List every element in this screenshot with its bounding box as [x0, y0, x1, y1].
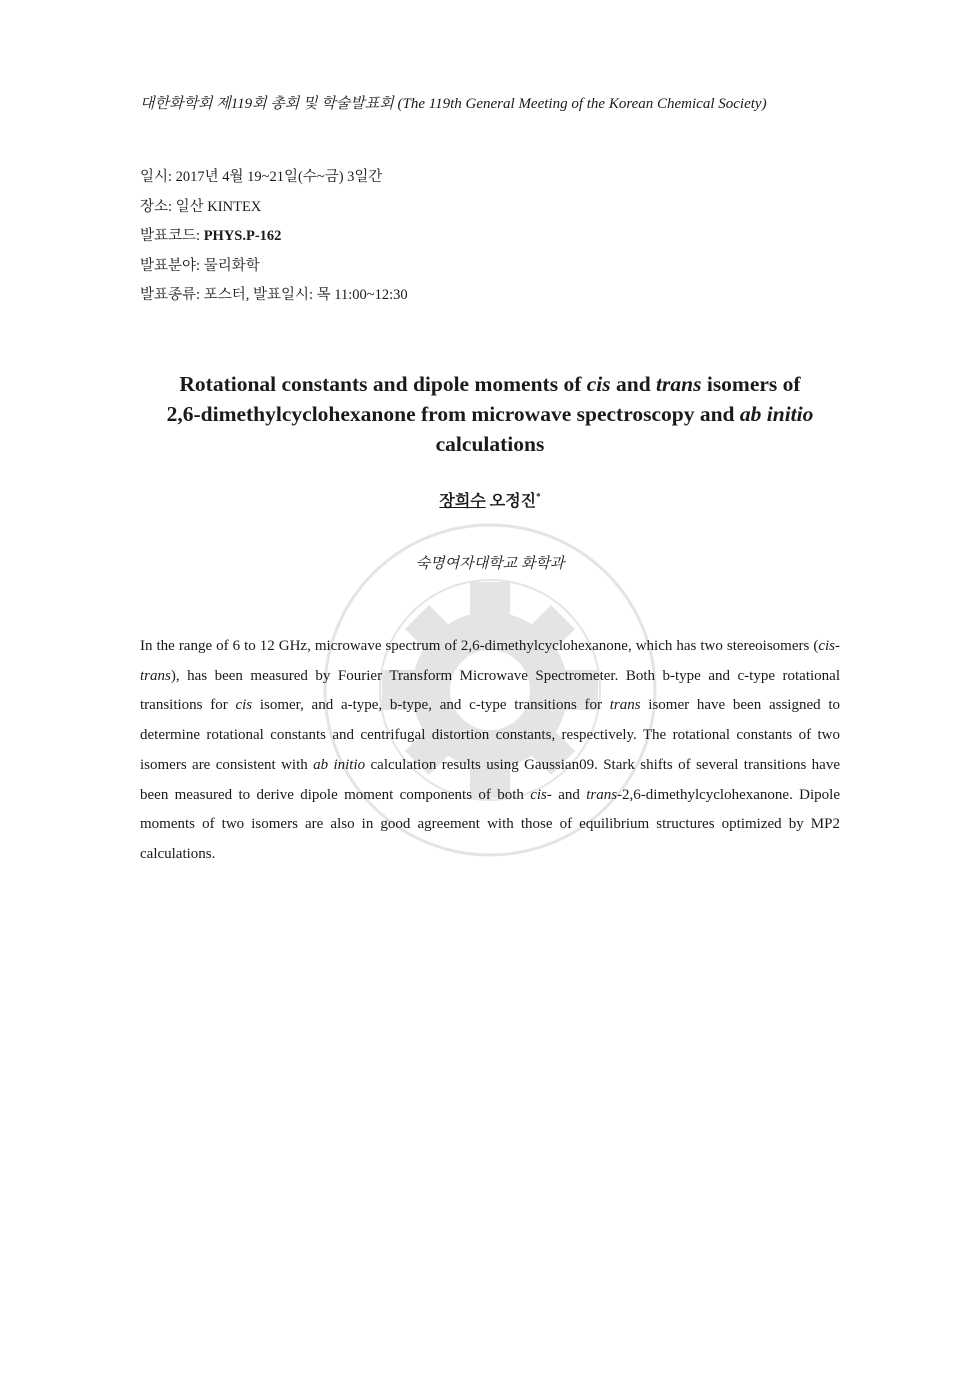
abstract-text: isomer, and a-type, b-type, and c-type transitions for	[252, 697, 610, 714]
title-italic: ab initio	[739, 402, 814, 426]
corresponding-author: 오정진	[489, 493, 537, 510]
presentation-code: PHYS.P-162	[203, 228, 282, 245]
paper-title	[120, 369, 860, 459]
abstract-text: isomer have been assigned to determine rotational constants and centrifugal distortion constants, respectively. The rotational constants of two isomers are consistent with	[140, 697, 840, 773]
abstract-italic: trans	[609, 697, 641, 714]
event-info	[140, 166, 408, 314]
meta-value: 2017년 4월 19~21일(수~금) 3일간	[175, 169, 383, 185]
abstract-text: -2,6-dimethylcyclohexanone. Dipole moments of two isomers are also in good agreement with those of equilibrium structures optimized by MP2 calculations.	[140, 786, 840, 862]
abstract-text: calculation results using Gaussian09. Stark shifts of several transitions have been measured to derive dipole moment components of both	[140, 756, 840, 803]
title-text: calculations	[435, 432, 545, 456]
title-text: 2,6-dimethylcyclohexanone from microwave spectroscopy and	[166, 402, 740, 426]
meta-label: 장소:	[140, 198, 176, 215]
conference-header: 대한화학회 제119회 총회 및 학술발표회 (The 119th General Meeting of the Korean Chemical Society)	[140, 96, 767, 112]
abstract-text: and	[551, 786, 587, 803]
meta-label: 발표종류:	[140, 287, 204, 304]
abstract-text: ), has been measured by Fourier Transform Microwave Spectrometer. Both b-type and c-type rotational transitions for	[140, 667, 840, 714]
abstract-body	[140, 632, 840, 870]
abstract-italic: cis-	[530, 786, 552, 803]
affiliation: 숙명여자대학교 화학과	[415, 556, 565, 572]
abstract-italic: trans	[586, 786, 618, 803]
title-italic: trans	[656, 372, 702, 396]
meta-label: 일시:	[140, 169, 176, 185]
title-italic: cis	[586, 372, 611, 396]
abstract-italic: cis	[235, 697, 253, 714]
corresponding-mark: *	[536, 491, 541, 502]
abstract-italic: cis-trans	[140, 638, 840, 684]
meta-row-type	[140, 284, 408, 314]
title-text: Rotational constants and dipole moments of	[179, 372, 587, 396]
meta-row-field	[140, 255, 408, 285]
title-text: isomers of	[701, 372, 801, 396]
presenting-author: 장희수	[439, 493, 486, 510]
meta-label: 발표코드:	[140, 228, 204, 245]
meta-value: 일산 KINTEX	[175, 198, 262, 215]
abstract-italic: ab initio	[313, 756, 366, 773]
meta-row-code	[140, 225, 408, 255]
meta-row-date	[140, 166, 408, 196]
abstract-text: In the range of 6 to 12 GHz, microwave spectrum of 2,6-dimethylcyclohexanone, which has two stereoisomers (	[140, 638, 819, 654]
title-text: and	[610, 372, 657, 396]
meta-label: 발표분야:	[140, 257, 204, 274]
meta-value: 물리화학	[203, 257, 260, 274]
author-list	[0, 488, 980, 511]
meta-value: 포스터, 발표일시: 목 11:00~12:30	[203, 287, 408, 304]
meta-row-venue	[140, 196, 408, 226]
